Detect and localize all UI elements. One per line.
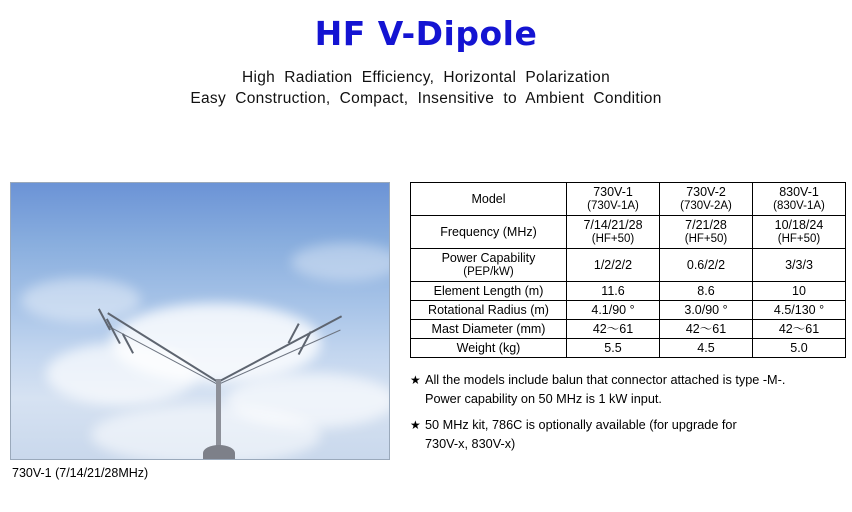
star-icon: ★ [410,373,421,387]
row-label: Weight (kg) [411,339,567,358]
row-value: 4.5 [660,339,753,358]
model-alt-name: (730V-1A) [587,200,639,212]
row-value: 42～61 [753,320,846,339]
row-value: 0.6/2/2 [660,249,753,282]
antenna-mast-base [203,445,235,460]
table-header-col-3 [753,183,846,216]
notes-list [410,371,830,453]
row-value: 1/2/2/2 [567,249,660,282]
subtitle-line-1: High Radiation Efficiency, Horizontal Polarization [242,69,610,86]
star-icon: ★ [410,418,421,432]
row-value: 11.6 [567,282,660,301]
row-value: 8.6 [660,282,753,301]
value-sub: (HF+50) [684,233,728,245]
antenna-photo [10,182,390,460]
photo-caption: 730V-1 (7/14/21/28MHz) [12,466,149,480]
table-row [411,282,846,301]
table-row [411,249,846,282]
table-header-model: Model [411,183,567,216]
row-label-text: Power Capability [441,251,536,265]
model-alt-name: (730V-2A) [680,200,732,212]
specifications-table [410,182,846,358]
table-row [411,216,846,249]
row-value: 3/3/3 [753,249,846,282]
row-label [411,216,567,249]
note-item [410,416,830,453]
note-text [425,416,737,453]
table-row [411,320,846,339]
row-value: 42～61 [660,320,753,339]
row-label-text: Frequency (MHz) [440,225,537,239]
value-main: 7/21/28 [685,218,727,232]
table-header-col-2 [660,183,753,216]
page-title: HF V-Dipole [314,14,538,53]
note-line: 730V-x, 830V-x) [425,436,516,451]
row-label: Element Length (m) [411,282,567,301]
note-line: All the models include balun that connector attached is type -M-. [425,373,786,387]
row-value: 42～61 [567,320,660,339]
table-row [411,301,846,320]
row-label: Rotational Radius (m) [411,301,567,320]
model-name: 730V-1 [593,185,633,199]
note-line: Power capability on 50 MHz is 1 kW input. [425,391,662,406]
subtitle-line-2: Easy Construction, Compact, Insensitive to Ambient Condition [190,90,662,107]
page-subtitle [0,67,852,109]
table-header-col-1 [567,183,660,216]
row-value: 4.5/130 ° [753,301,846,320]
datasheet-page [0,14,852,512]
cloud-shape [21,278,141,322]
value-main: 7/14/21/28 [583,218,643,232]
note-text [425,371,785,408]
note-item [410,371,830,408]
table-row [411,339,846,358]
value-sub: (HF+50) [777,233,821,245]
value-main: 10/18/24 [774,218,824,232]
row-label-sub: (PEP/kW) [463,266,514,278]
specs-and-notes [410,182,842,461]
model-name: 830V-1 [779,185,819,199]
value-sub: (HF+50) [591,233,635,245]
row-value: 3.0/90 ° [660,301,753,320]
note-line: 50 MHz kit, 786C is optionally available (for upgrade for [425,418,737,432]
row-value: 5.5 [567,339,660,358]
cloud-shape [291,243,390,281]
table-header-row [411,183,846,216]
row-value: 5.0 [753,339,846,358]
row-value [753,216,846,249]
row-value [660,216,753,249]
row-label [411,249,567,282]
row-value [567,216,660,249]
photo-block [10,182,390,480]
model-alt-name: (830V-1A) [773,200,825,212]
model-name: 730V-2 [686,185,726,199]
row-value: 4.1/90 ° [567,301,660,320]
row-value: 10 [753,282,846,301]
row-label: Mast Diameter (mm) [411,320,567,339]
